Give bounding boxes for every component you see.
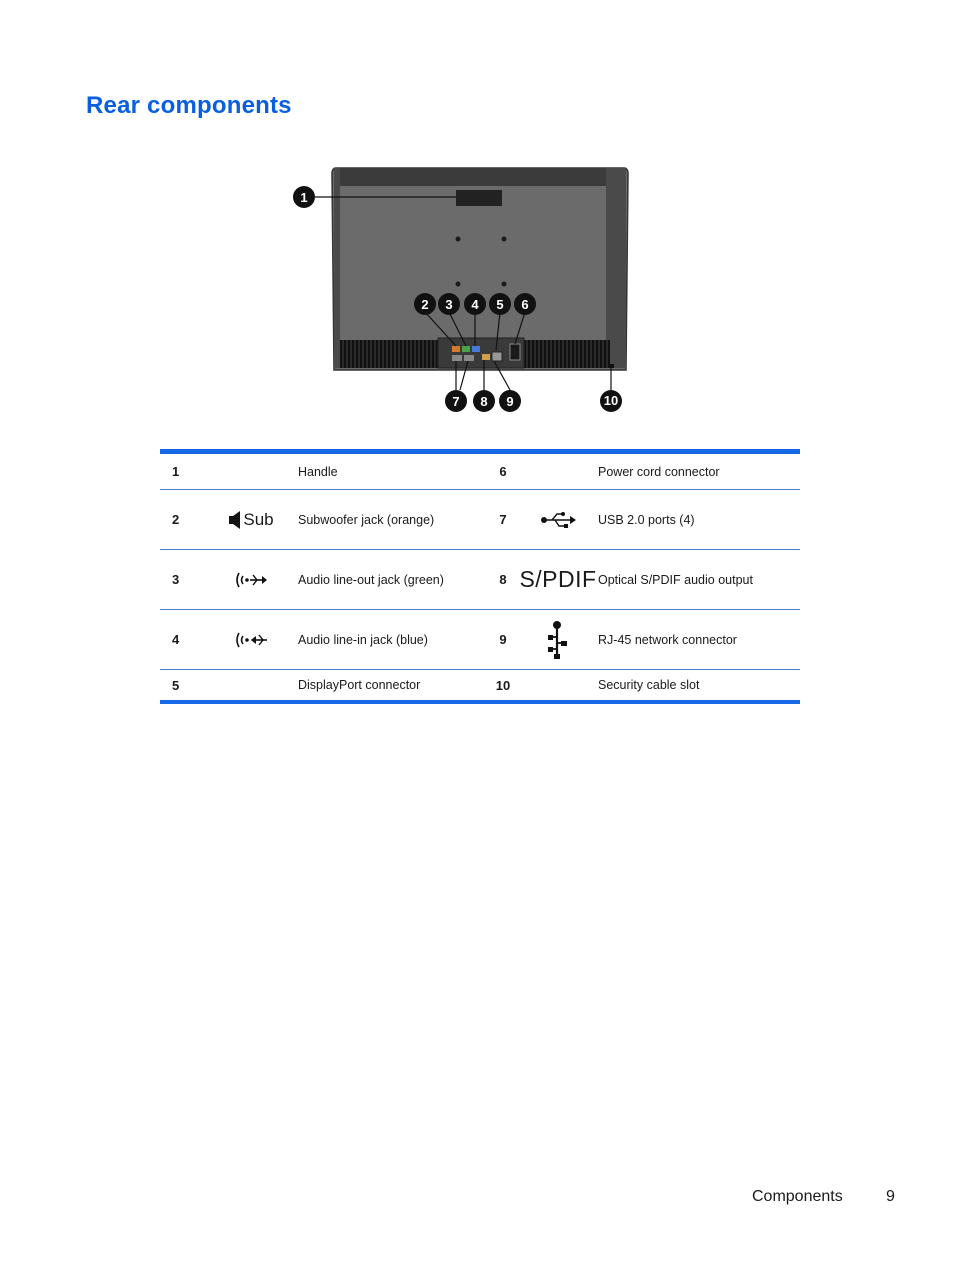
svg-text:8: 8 [480,394,488,409]
audio-line-in-icon [234,631,268,649]
table-row [160,550,800,610]
item-number: 9 [499,632,507,647]
item-number: 1 [172,464,180,479]
audio-line-out-icon [234,571,268,589]
item-label: Security cable slot [598,678,700,692]
svg-text:1: 1 [300,190,308,205]
callout-9 [499,390,521,412]
svg-text:10: 10 [603,393,619,408]
item-number: 3 [172,572,180,587]
components-table [160,449,800,704]
table-row [160,610,800,670]
footer-page-number: 9 [886,1188,895,1205]
subwoofer-icon: Sub [228,510,273,530]
item-label: Audio line-out jack (green) [298,572,444,587]
item-number: 7 [499,512,507,527]
callout-1 [293,186,315,208]
item-number: 10 [495,677,511,693]
footer-section-title: Components [752,1188,843,1205]
svg-text:5: 5 [496,297,504,312]
callout-3 [438,293,460,315]
item-label: Audio line-in jack (blue) [298,632,428,647]
table-row [160,490,800,550]
page-title: Rear components [86,92,292,119]
item-label: RJ-45 network connector [598,632,737,647]
callout-2 [414,293,436,315]
svg-text:2: 2 [421,297,429,312]
svg-text:4: 4 [471,297,479,312]
callout-8 [473,390,495,412]
table-row [160,670,800,700]
item-label: DisplayPort connector [298,678,421,692]
handle-recess [456,190,502,206]
item-label: Optical S/PDIF audio output [598,572,753,587]
callout-6 [514,293,536,315]
callout-10 [600,390,622,412]
callout-4 [464,293,486,315]
callout-5 [489,293,511,315]
item-label: Subwoofer jack (orange) [298,512,435,527]
spdif-icon: S/PDIF [519,566,597,592]
svg-text:6: 6 [521,297,529,312]
svg-text:7: 7 [452,394,460,409]
item-label: Power cord connector [598,464,720,479]
svg-text:3: 3 [445,297,453,312]
svg-text:9: 9 [506,394,514,409]
usb-icon [540,511,576,529]
item-number: 2 [172,512,180,527]
rear-view-figure [288,160,638,420]
network-icon [546,621,570,659]
item-number: 6 [499,464,507,479]
item-label: Handle [298,464,338,479]
item-number: 5 [172,677,180,693]
item-number: 4 [172,632,180,647]
callout-7 [445,390,467,412]
item-number: 8 [499,572,507,587]
item-label: USB 2.0 ports (4) [598,512,695,527]
table-row [160,454,800,490]
